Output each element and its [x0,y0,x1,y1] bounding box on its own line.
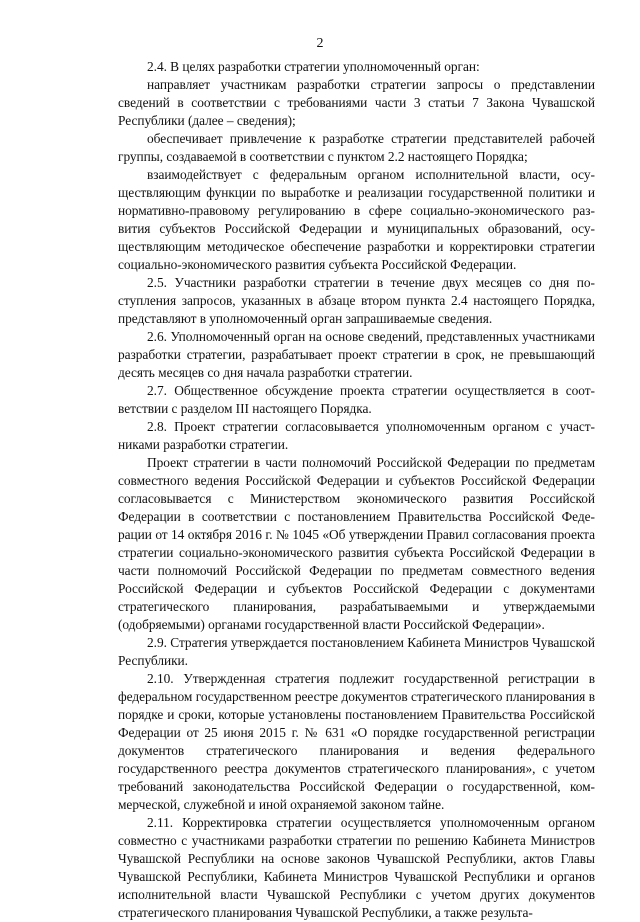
paragraph-2-8: 2.8. Проект стратегии согласовывается уполномоченным органом с участниками разработки стратегии. [118,419,595,452]
paragraph-2-6: 2.6. Уполномоченный орган на основе сведений, представленных участниками разработки стратегии, разрабатывает проект стратегии в срок, не превышающий десять месяцев со дня начала разработки стратегии. [118,329,595,380]
paragraph-2-7: 2.7. Общественное обсуждение проекта стратегии осуществляется в соответствии с разделом III настоящего Порядка. [118,383,595,416]
paragraph-2-4-item-federal-body: взаимодействует с федеральным органом исполнительной власти, осуществляющим функции по выработке и реализации государственной политики и нормативно-правовому регулированию в сфере социально-экономического развития субъектов Российской Федерации и муниципальных образований, осуществляющим методическое обеспечение разработки и корректировки стратегии социально-экономического развития субъекта Российской Федерации. [118,167,595,272]
paragraph-2-4-item-working-group: обеспечивает привлечение к разработке стратегии представителей рабочей группы, создаваемой в соответствии с пунктом 2.2 настоящего Порядка; [118,131,595,164]
paragraph-2-4: 2.4. В целях разработки стратегии уполномоченный орган: [147,59,480,74]
paragraph-2-9: 2.9. Стратегия утверждается постановлением Кабинета Министров Чувашской Республики. [118,635,595,668]
paragraph-2-4-item-requests: направляет участникам разработки стратегии запросы о представлении сведений в соответствии с требованиями части 3 статьи 7 Закона Чувашской Республики (далее – сведения); [118,77,595,128]
page-number: 2 [316,36,324,51]
paragraph-2-11: 2.11. Корректировка стратегии осуществляется уполномоченным органом совместно с участниками разработки стратегии по решению Кабинета Министров Чувашской Республики на основе законов Чувашской Республики, актов Главы Чувашской Республики, Кабинета Министров Чувашской Республики и органов исполнительной власти Чувашской Республики с учетом других документов стратегического планирования Чувашской Республики, а также результа- [118,815,595,920]
paragraph-2-10: 2.10. Утвержденная стратегия подлежит государственной регистрации в федеральном государственном реестре документов стратегического планирования в порядке и сроки, которые установлены постановлением Правительства Российской Федерации от 25 июня 2015 г. № 631 «О порядке государственной регистрации документов стратегического планирования и ведения федерального государственного реестра документов стратегического планирования», с учетом требований законодательства Российской Федерации о государственной, коммерческой, служебной и иной охраняемой законом тайне. [118,671,595,812]
paragraph-2-5: 2.5. Участники разработки стратегии в течение двух месяцев со дня поступления запросов, указанных в абзаце втором пункта 2.4 настоящего Порядка, представляют в уполномоченный орган запрашиваемые сведения. [118,275,595,326]
paragraph-2-8-federal-approval: Проект стратегии в части полномочий Российской Федерации по предметам совместного ведения Российской Федерации и субъектов Российской Федерации согласовывается с Министерством экономического развития Российской Федерации в соответствии с постановлением Правительства Российской Федерации от 14 октября 2016 г. № 1045 «Об утверждении Правил согласования проекта стратегии социально-экономического развития субъекта Российской Федерации в части полномочий Российской Федерации по предметам совместного ведения Российской Федерации и субъектов Российской Федерации с документами стратегического планирования, разрабатываемыми и утверждаемыми (одобряемыми) органами государственной власти Российской Федерации». [118,455,595,632]
document-body [118,58,595,922]
